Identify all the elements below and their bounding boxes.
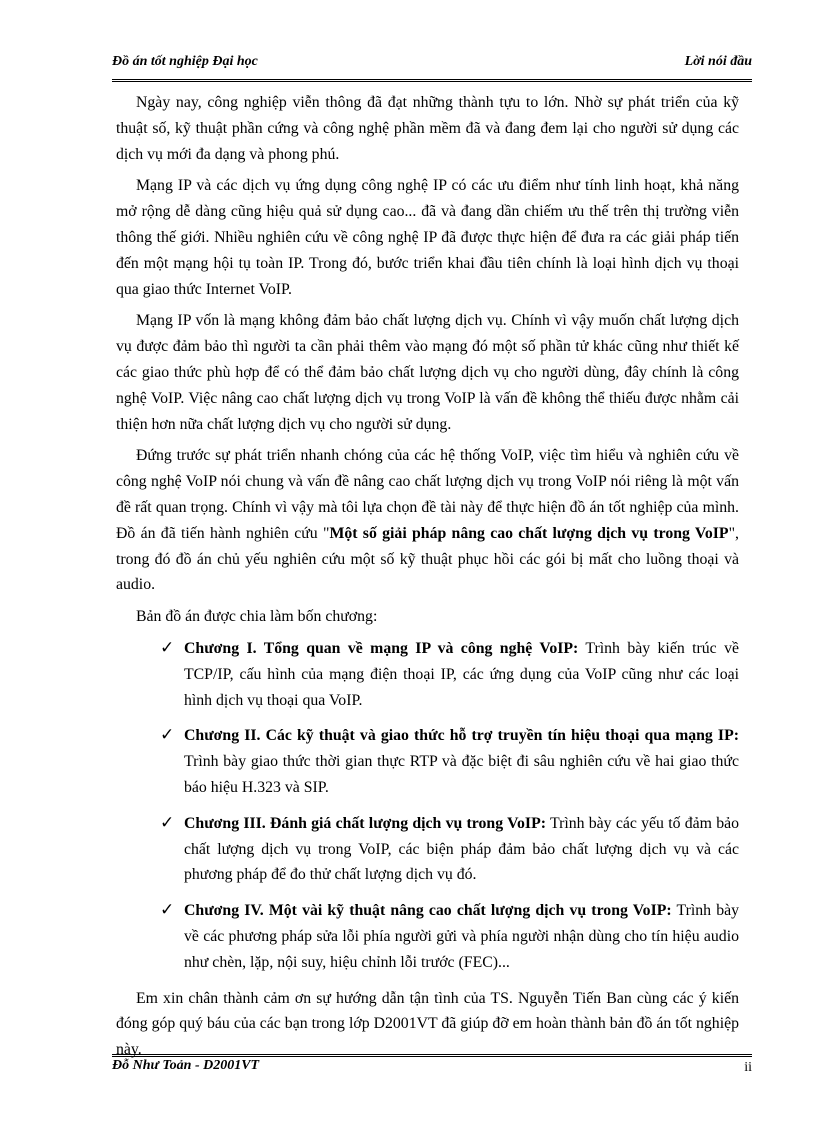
footer-divider [112, 1054, 752, 1057]
check-icon: ✓ [160, 637, 175, 658]
page-number: ii [744, 1060, 752, 1075]
paragraph-2: Mạng IP và các dịch vụ ứng dụng công nghệ IP có các ưu điểm như tính linh hoạt, khả năng mở rộng dễ dàng cũng hiệu quả sử dụng cao... đã và đang dần chiếm ưu thế trên thị trường viễn thông thế giới. Nhiều nghiên cứu về công nghệ IP đã được thực hiện để đưa ra các giải pháp tiến đến một mạng hội tụ toàn IP. Trong đó, bước triển khai đầu tiên chính là loại hình dịch vụ thoại qua giao thức Internet VoIP. [116, 177, 739, 298]
chapter-title: Chương I. Tổng quan về mạng IP và công nghệ VoIP: [184, 639, 579, 657]
header-divider [112, 79, 752, 82]
chapter-list [116, 636, 739, 976]
paragraph-3: Mạng IP vốn là mạng không đảm bảo chất lượng dịch vụ. Chính vì vậy muốn chất lượng dịch vụ được đảm bảo thì người ta cần phải thêm vào mạng đó một số phần tử khác cũng như thiết kế các giao thức phù hợp để có thể đảm bảo chất lượng dịch vụ cho người dùng, đây chính là công nghệ VoIP. Việc nâng cao chất lượng dịch vụ trong VoIP là vấn đề không thể thiếu được nhằm cải thiện hơn nữa chất lượng dịch vụ cho người sử dụng. [116, 312, 739, 433]
chapters-intro: Bản đồ án được chia làm bốn chương: [136, 608, 378, 626]
paragraph-4-text-end: ", trong đó đồ án chủ yếu nghiên cứu một số kỹ thuật phục hồi các gói bị mất cho luồng thoại và audio. [116, 524, 739, 594]
document-body [116, 90, 739, 1069]
check-icon: ✓ [160, 725, 175, 746]
list-item [116, 636, 739, 713]
thesis-title: Một số giải pháp nâng cao chất lượng dịch vụ trong VoIP [329, 524, 729, 542]
footer-author: Đỗ Như Toản - D2001VT [112, 1058, 260, 1073]
page-header [112, 54, 752, 76]
chapter-title: Chương III. Đánh giá chất lượng dịch vụ trong VoIP: [184, 814, 546, 832]
chapter-description: Trình bày các yếu tố đảm bảo chất lượng dịch vụ trong VoIP, các biện pháp đảm bảo chất lượng dịch vụ và các phương pháp để đo thử chất lượng dịch vụ đó. [184, 814, 740, 884]
list-item [116, 898, 739, 975]
chapter-description: Trình bày giao thức thời gian thực RTP và đặc biệt đi sâu nghiên cứu về hai giao thức báo hiệu H.323 và SIP. [184, 753, 739, 796]
paragraph-4-text: Đứng trước sự phát triển nhanh chóng của các hệ thống VoIP, việc tìm hiểu và nghiên cứu về công nghệ VoIP nói chung và vấn đề nâng cao chất lượng dịch vụ trong VoIP nói riêng là một vấn đề rất quan trọng. Chính vì vậy mà tôi lựa chọn đề tài này để thực hiện đồ án tốt nghiệp của mình. Đồ án đã tiến hành nghiên cứu " [116, 447, 739, 542]
closing-paragraph: Em xin chân thành cảm ơn sự hướng dẫn tận tình của TS. Nguyễn Tiến Ban cùng các ý kiến đóng góp quý báu của các bạn trong lớp D2001VT đã giúp đỡ em hoàn thành bản đồ án tốt nghiệp này. [116, 989, 739, 1059]
chapter-title: Chương IV. Một vài kỹ thuật nâng cao chất lượng dịch vụ trong VoIP: [184, 902, 672, 920]
chapter-description: Trình bày kiến trúc về TCP/IP, cấu hình của mạng điện thoại IP, các ứng dụng của VoIP cũng như các loại hình dịch vụ thoại qua VoIP. [184, 639, 739, 709]
header-section-title: Lời nói đầu [684, 54, 752, 69]
chapter-title: Chương II. Các kỹ thuật và giao thức hỗ trợ truyền tín hiệu thoại qua mạng IP: [184, 727, 739, 745]
check-icon: ✓ [160, 812, 175, 833]
page-footer [112, 1058, 752, 1080]
paragraph-1: Ngày nay, công nghiệp viễn thông đã đạt những thành tựu to lớn. Nhờ sự phát triển của kỹ thuật số, kỹ thuật phần cứng và công nghệ phần mềm đã và đang đem lại cho người sử dụng các dịch vụ mới đa dạng và phong phú. [116, 94, 739, 163]
chapter-description: Trình bày về các phương pháp sửa lỗi phía người gửi và phía người nhận dùng cho tín hiệu audio như chèn, lặp, nội suy, hiệu chỉnh lỗi trước (FEC)... [184, 902, 740, 971]
list-item [116, 723, 739, 800]
paragraph-4 [116, 443, 739, 598]
check-icon: ✓ [160, 900, 175, 921]
header-document-title: Đồ án tốt nghiệp Đại học [112, 54, 258, 69]
list-item [116, 811, 739, 888]
